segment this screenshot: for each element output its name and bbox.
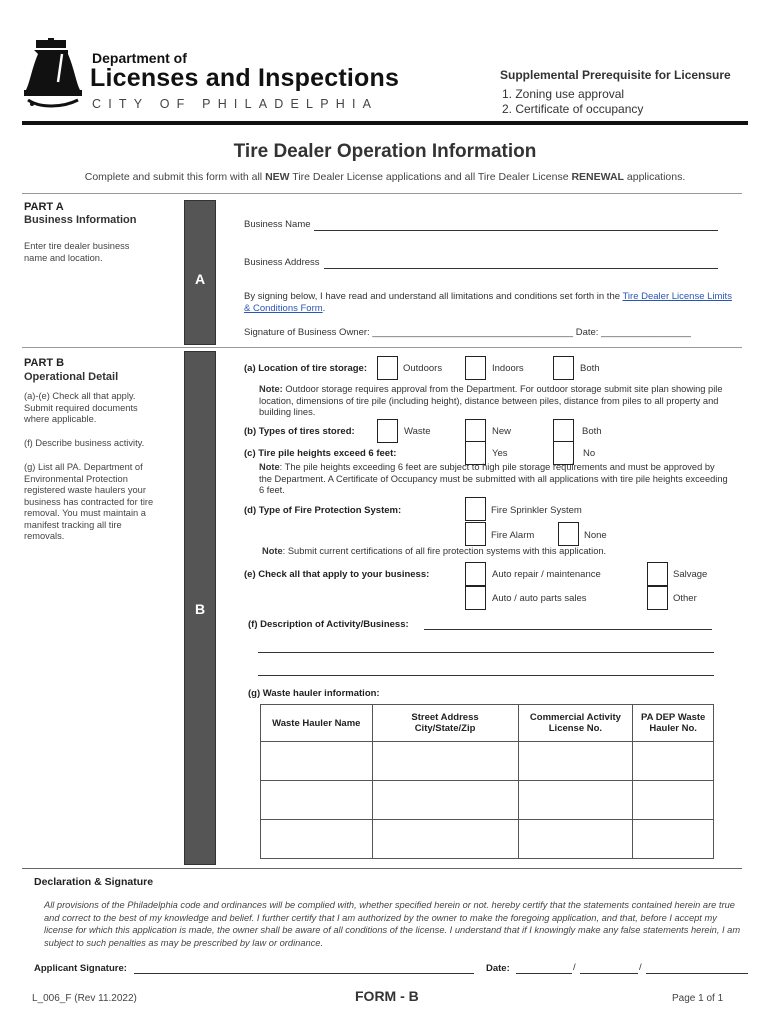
part-a-letter: A (194, 271, 206, 287)
business-address-label: Business Address (244, 257, 320, 268)
date-day-field[interactable] (580, 973, 638, 974)
other-label: Other (673, 593, 697, 604)
column-header: Street Address City/State/Zip (372, 705, 518, 742)
fire-sprinkler-checkbox[interactable] (465, 497, 486, 521)
table-cell[interactable] (261, 742, 373, 781)
pile-height-note: Note: The pile heights exceeding 6 feet are subject to high pile storage requirements and must be approved by the Department. A Certificate of Occupancy must be submitted with all applications with tire pile heights exceeding 6 feet. (259, 462, 728, 495)
supplemental-title: Supplemental Prerequisite for Licensure (500, 68, 731, 82)
limits-conditions-link[interactable]: Tire Dealer License Limits & Conditions Form (244, 291, 732, 314)
waste-hauler-label: (g) Waste hauler information: (248, 688, 380, 699)
fire-alarm-checkbox[interactable] (465, 522, 486, 546)
salvage-checkbox[interactable] (647, 562, 668, 586)
pile-yes-label: Yes (492, 448, 508, 459)
column-header: PA DEP Waste Hauler No. (633, 705, 714, 742)
new-tires-label: New (492, 426, 512, 437)
part-a-subtitle: Business Information (24, 214, 137, 226)
auto-repair-checkbox[interactable] (465, 562, 486, 586)
tires-both-label: Both (582, 426, 602, 437)
applicant-signature-label: Applicant Signature: (34, 963, 127, 974)
outdoors-checkbox[interactable] (377, 356, 398, 380)
section-divider (22, 193, 742, 194)
business-type-label: (e) Check all that apply to your business: (244, 569, 430, 580)
business-name-label: Business Name (244, 219, 311, 230)
indoors-checkbox[interactable] (465, 356, 486, 380)
fire-alarm-label: Fire Alarm (491, 530, 535, 541)
date-label: Date: (486, 963, 510, 974)
business-address-field[interactable] (324, 268, 718, 269)
part-b-note-f: (f) Describe business activity. (24, 438, 145, 448)
owner-signature-line[interactable]: Signature of Business Owner: ______________________________________ Date: _________________ (244, 327, 691, 338)
declaration-title: Declaration & Signature (34, 876, 154, 888)
table-row (261, 820, 714, 859)
supplemental-item: 1. Zoning use approval (502, 87, 625, 101)
auto-parts-checkbox[interactable] (465, 586, 486, 610)
column-header: Commercial Activity License No. (518, 705, 633, 742)
declaration-text: All provisions of the Philadelphia code and ordinances will be complied with, whether specified herein or not. hereby certify that the statements contained herein are true and correct to the best of my knowledge and belief. I further certify that I am authorized by the owner to make the foregoing application, and that, before I accept my license for which this application is made, the owner shall be aware of all conditions of the license. I understand that if I knowingly make any false statements herein, I am subject to such penalties as may be prescribed by law or ordinance. (44, 900, 741, 948)
pile-height-label: (c) Tire pile heights exceed 6 feet: (244, 448, 397, 459)
section-divider (22, 868, 742, 869)
table-cell[interactable] (372, 742, 518, 781)
fire-protection-note: Note: Submit current certifications of all fire protection systems with this application. (262, 546, 607, 556)
indoors-label: Indoors (492, 363, 524, 374)
new-tires-checkbox[interactable] (465, 419, 486, 443)
outdoors-label: Outdoors (403, 363, 443, 374)
activity-description-label: (f) Description of Activity/Business: (248, 619, 409, 630)
part-b-note-a-e: (a)-(e) Check all that apply. Submit required documents where applicable. (24, 391, 138, 424)
date-separator: / (573, 962, 576, 973)
table-cell[interactable] (261, 781, 373, 820)
form-id: FORM - B (355, 988, 419, 1004)
intro-text: Complete and submit this form with all NEW Tire Dealer License applications and all Tire Dealer License RENEWAL applications. (84, 171, 686, 183)
column-header: Waste Hauler Name (261, 705, 373, 742)
other-checkbox[interactable] (647, 586, 668, 610)
dept-of: Department of (92, 50, 187, 66)
storage-location-label: (a) Location of tire storage: (244, 363, 367, 374)
fire-protection-label: (d) Type of Fire Protection System: (244, 505, 402, 516)
table-row (261, 742, 714, 781)
part-a-note: Enter tire dealer business name and location. (24, 241, 130, 263)
part-b-note-g: (g) List all PA. Department of Environmental Protection registered waste haulers your business has contracted for tire removal. You must maintain a manifest tracking all tire removals. (24, 462, 154, 541)
applicant-signature-field[interactable] (134, 973, 474, 974)
header-divider (22, 121, 748, 125)
date-year-field[interactable] (646, 973, 748, 974)
waste-label: Waste (404, 426, 431, 437)
salvage-label: Salvage (673, 569, 708, 580)
pile-no-label: No (583, 448, 596, 459)
waste-hauler-table (260, 704, 714, 859)
form-title: Tire Dealer Operation Information (233, 141, 537, 162)
supplemental-item: 2. Certificate of occupancy (502, 102, 644, 116)
auto-parts-label: Auto / auto parts sales (492, 593, 587, 604)
tire-types-label: (b) Types of tires stored: (244, 426, 355, 437)
section-divider (22, 347, 742, 348)
tires-both-checkbox[interactable] (553, 419, 574, 443)
table-cell[interactable] (518, 781, 633, 820)
table-cell[interactable] (633, 742, 714, 781)
part-b-letter: B (194, 601, 206, 617)
auto-repair-label: Auto repair / maintenance (492, 569, 601, 580)
dept-city: CITY OF PHILADELPHIA (92, 97, 379, 111)
activity-description-line[interactable] (258, 675, 714, 676)
page-number: Page 1 of 1 (672, 993, 724, 1004)
part-a-title: PART A (24, 201, 64, 213)
business-name-field[interactable] (314, 230, 718, 231)
table-row (261, 781, 714, 820)
date-month-field[interactable] (516, 973, 572, 974)
date-separator: / (639, 962, 642, 973)
activity-description-field[interactable] (424, 629, 712, 630)
waste-checkbox[interactable] (377, 419, 398, 443)
part-b-subtitle: Operational Detail (24, 371, 119, 383)
storage-both-checkbox[interactable] (553, 356, 574, 380)
part-b-title: PART B (24, 357, 65, 369)
activity-description-line[interactable] (258, 652, 714, 653)
table-cell[interactable] (518, 820, 633, 859)
agreement-text: By signing below, I have read and understand all limitations and conditions set forth in the Tire Dealer License Limits & Conditions Form. (244, 291, 732, 314)
table-cell[interactable] (633, 781, 714, 820)
table-cell[interactable] (372, 820, 518, 859)
form-code: L_006_F (Rev 11.2022) (32, 993, 137, 1004)
fire-none-checkbox[interactable] (558, 522, 579, 546)
table-cell[interactable] (261, 820, 373, 859)
fire-sprinkler-label: Fire Sprinkler System (491, 505, 582, 516)
storage-both-label: Both (580, 363, 600, 374)
table-cell[interactable] (372, 781, 518, 820)
liberty-bell-logo (22, 38, 84, 110)
dept-name: Licenses and Inspections (90, 64, 400, 92)
table-cell[interactable] (633, 820, 714, 859)
fire-none-label: None (584, 530, 607, 541)
storage-note: Note: Outdoor storage requires approval from the Department. For outdoor storage submit site plan showing pile location, dimensions of tire pile (including height), distance between piles, distance from piles to all property and building lines. (259, 384, 723, 417)
table-cell[interactable] (518, 742, 633, 781)
